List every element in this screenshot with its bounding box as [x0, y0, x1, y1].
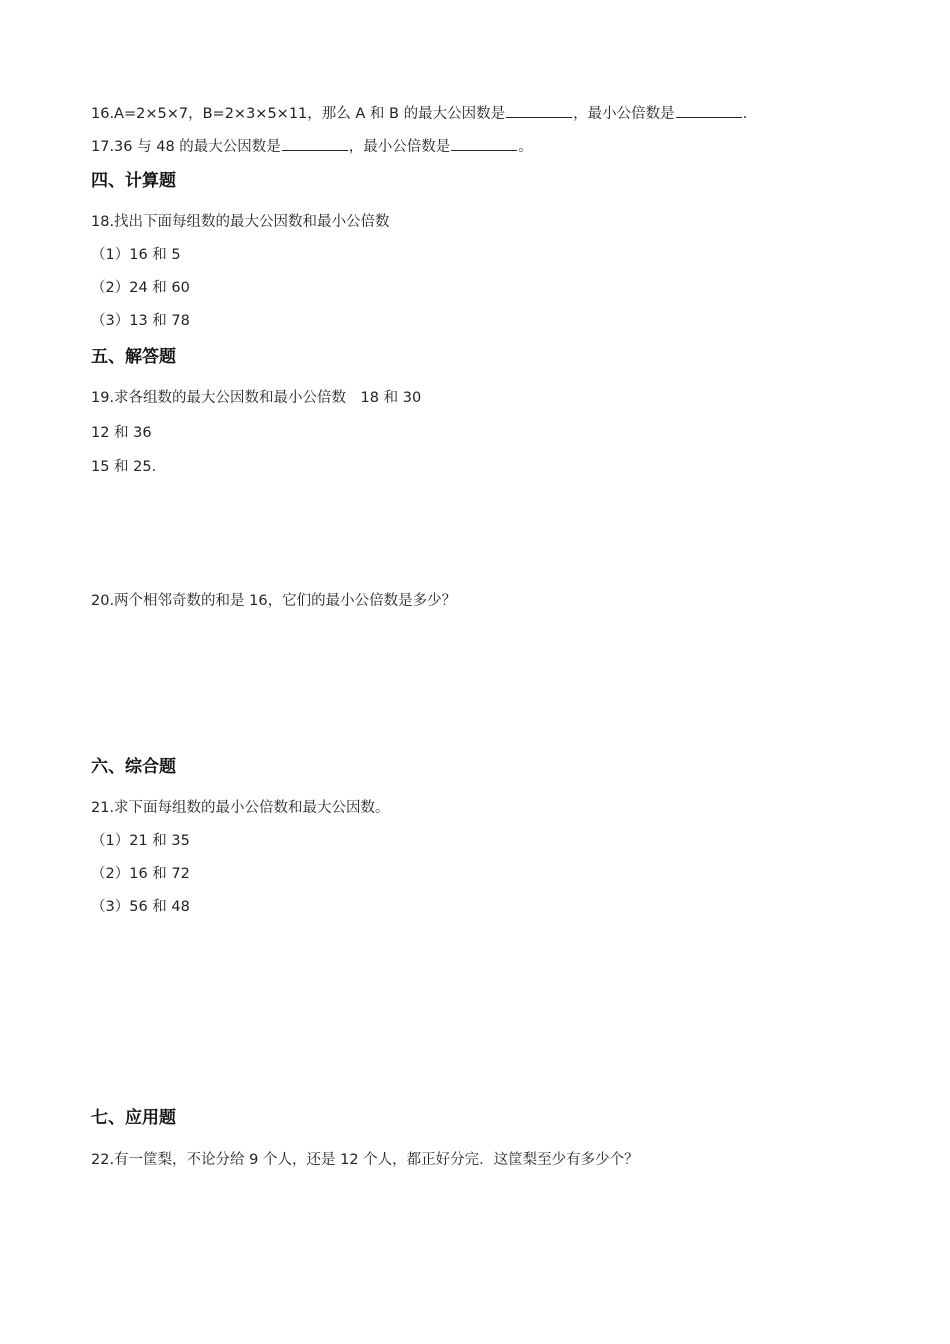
question-18: 18.找出下面每组数的最大公因数和最小公倍数: [91, 214, 390, 230]
answer-blank-lcm[interactable]: [676, 103, 742, 118]
question-17: [91, 136, 533, 157]
question-16-text-end: .: [742, 106, 748, 122]
question-16-text-middle: ，最小公倍数是: [573, 106, 675, 122]
question-17-text-end: 。: [518, 139, 533, 155]
question-19-line-2: 12 和 36: [91, 425, 152, 441]
question-16: [91, 103, 747, 124]
question-21-item-1: （1）21 和 35: [91, 833, 190, 849]
answer-blank-gcf[interactable]: [506, 103, 572, 118]
question-22: 22.有一筐梨，不论分给 9 个人，还是 12 个人，都正好分完．这筐梨至少有多少个？: [91, 1152, 639, 1168]
question-18-item-1: （1）16 和 5: [91, 247, 181, 263]
question-17-text-middle: ，最小公倍数是: [348, 139, 451, 155]
question-19-line-3: 15 和 25.: [91, 459, 157, 475]
answer-blank-lcm[interactable]: [451, 136, 517, 151]
question-18-item-2: （2）24 和 60: [91, 280, 190, 296]
answer-blank-gcf[interactable]: [282, 136, 348, 151]
question-20: 20.两个相邻奇数的和是 16，它们的最小公倍数是多少？: [91, 593, 457, 609]
question-21: 21.求下面每组数的最小公倍数和最大公因数。: [91, 800, 390, 816]
section-heading-solve: 五、解答题: [91, 347, 176, 367]
section-heading-calculation: 四、计算题: [91, 171, 176, 191]
question-21-item-3: （3）56 和 48: [91, 899, 190, 915]
question-18-item-3: （3）13 和 78: [91, 313, 190, 329]
question-16-text-start: 16.A=2×5×7，B=2×3×5×11，那么 A 和 B 的最大公因数是: [91, 106, 506, 122]
question-17-text-start: 17.36 与 48 的最大公因数是: [91, 139, 281, 155]
section-heading-comprehensive: 六、综合题: [91, 757, 176, 777]
section-heading-application: 七、应用题: [91, 1108, 176, 1128]
question-21-item-2: （2）16 和 72: [91, 866, 190, 882]
question-19: 19.求各组数的最大公因数和最小公倍数 18 和 30: [91, 390, 422, 406]
